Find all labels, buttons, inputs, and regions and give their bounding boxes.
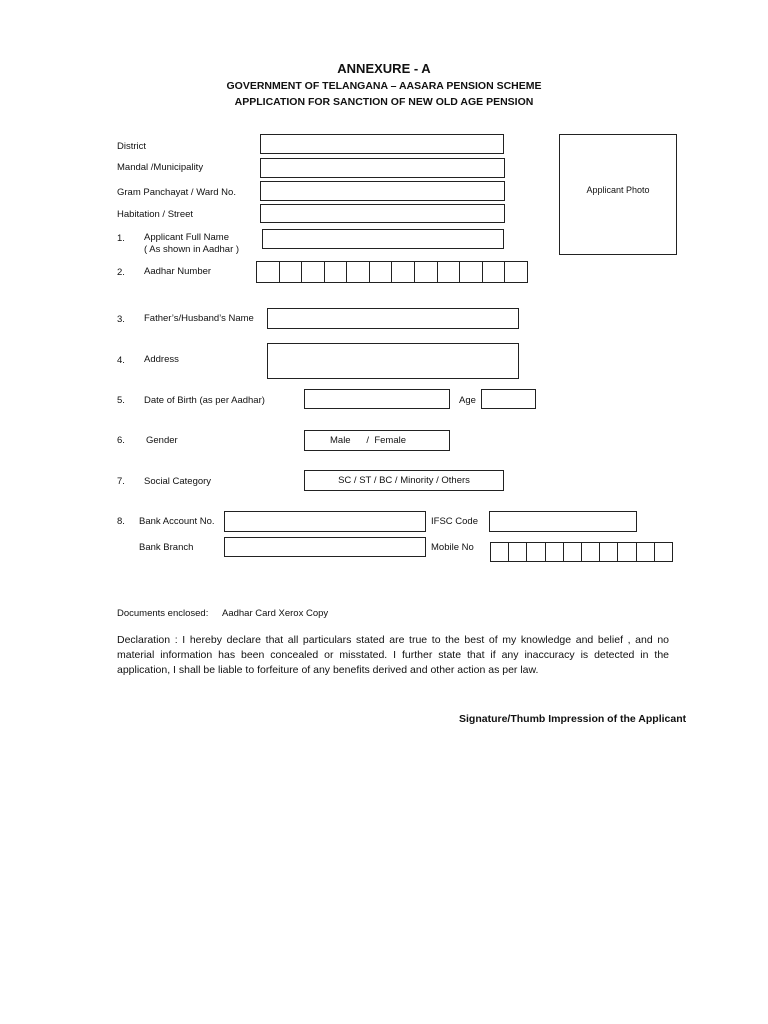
bank-branch-label: Bank Branch — [139, 542, 194, 553]
digit-cell[interactable] — [527, 543, 545, 561]
social-category-label: Social Category — [144, 476, 212, 487]
digit-cell[interactable] — [370, 262, 393, 282]
annexure-title: ANNEXURE - A — [337, 61, 431, 76]
address-label: Address — [144, 354, 179, 365]
signature-label: Signature/Thumb Impression of the Applicant — [459, 713, 687, 725]
field-4-number: 4. — [117, 355, 125, 366]
bank-branch-input[interactable] — [224, 537, 426, 557]
documents-enclosed-label: Documents enclosed: — [117, 608, 209, 619]
date-of-birth-input[interactable] — [304, 389, 450, 409]
digit-cell[interactable] — [483, 262, 506, 282]
digit-cell[interactable] — [347, 262, 370, 282]
digit-cell[interactable] — [438, 262, 461, 282]
digit-cell[interactable] — [637, 543, 655, 561]
gender-label: Gender — [146, 435, 178, 446]
mandal-input[interactable] — [260, 158, 505, 178]
application-heading: APPLICATION FOR SANCTION OF NEW OLD AGE PENSION — [234, 96, 534, 108]
social-category-options: SC / ST / BC / Minority / Others — [338, 475, 470, 486]
field-3-number: 3. — [117, 314, 125, 325]
digit-cell[interactable] — [582, 543, 600, 561]
digit-cell[interactable] — [505, 262, 527, 282]
digit-cell[interactable] — [509, 543, 527, 561]
habitation-input[interactable] — [260, 204, 505, 223]
field-8-number: 8. — [117, 516, 125, 527]
mobile-label: Mobile No — [431, 542, 474, 553]
field-6-number: 6. — [117, 435, 125, 446]
field-5-number: 5. — [117, 395, 125, 406]
applicant-photo-box[interactable] — [559, 134, 677, 255]
field-1-number: 1. — [117, 233, 125, 244]
digit-cell[interactable] — [546, 543, 564, 561]
gender-field[interactable] — [304, 430, 450, 451]
documents-enclosed-value: Aadhar Card Xerox Copy — [222, 608, 329, 619]
age-input[interactable] — [481, 389, 536, 409]
digit-cell[interactable] — [257, 262, 280, 282]
gram-panchayat-input[interactable] — [260, 181, 505, 201]
ifsc-input[interactable] — [489, 511, 637, 532]
field-7-number: 7. — [117, 476, 125, 487]
aadhar-number-label: Aadhar Number — [144, 266, 212, 277]
father-husband-name-label: Father’s/Husband’s Name — [144, 313, 254, 324]
digit-cell[interactable] — [564, 543, 582, 561]
digit-cell[interactable] — [655, 543, 672, 561]
digit-cell[interactable] — [302, 262, 325, 282]
gender-options: Male / Female — [330, 435, 407, 446]
applicant-name-note: ( As shown in Aadhar ) — [144, 244, 240, 255]
habitation-label: Habitation / Street — [117, 209, 194, 220]
district-input[interactable] — [260, 134, 504, 154]
digit-cell[interactable] — [600, 543, 618, 561]
applicant-name-label: Applicant Full Name — [144, 232, 230, 243]
digit-cell[interactable] — [415, 262, 438, 282]
mandal-label: Mandal /Municipality — [117, 162, 204, 173]
date-of-birth-label: Date of Birth (as per Aadhar) — [144, 395, 265, 406]
digit-cell[interactable] — [618, 543, 636, 561]
applicant-photo-label: Applicant Photo — [586, 185, 650, 195]
social-category-field[interactable] — [304, 470, 504, 491]
address-input[interactable] — [267, 343, 519, 379]
digit-cell[interactable] — [460, 262, 483, 282]
mobile-number-cells[interactable] — [490, 542, 673, 562]
applicant-name-input[interactable] — [262, 229, 504, 249]
declaration-text: Declaration : I hereby declare that all particulars stated are true to the best of my knowledge and belief , and no material information has been concealed or misstated. I further state that if any inaccuracy is detected in the application, I shall be liable to forfeiture of any benefits derived and other action as per law. — [117, 634, 669, 676]
bank-account-label: Bank Account No. — [139, 516, 215, 527]
digit-cell[interactable] — [491, 543, 509, 561]
digit-cell[interactable] — [392, 262, 415, 282]
aadhar-number-cells[interactable] — [256, 261, 528, 283]
ifsc-label: IFSC Code — [431, 516, 478, 527]
bank-account-input[interactable] — [224, 511, 426, 532]
field-2-number: 2. — [117, 267, 125, 278]
father-husband-name-input[interactable] — [267, 308, 519, 329]
gram-panchayat-label: Gram Panchayat / Ward No. — [117, 187, 236, 198]
digit-cell[interactable] — [280, 262, 303, 282]
government-heading: GOVERNMENT OF TELANGANA – AASARA PENSION SCHEME — [226, 80, 542, 92]
age-label: Age — [459, 395, 476, 406]
digit-cell[interactable] — [325, 262, 348, 282]
district-label: District — [117, 141, 147, 152]
